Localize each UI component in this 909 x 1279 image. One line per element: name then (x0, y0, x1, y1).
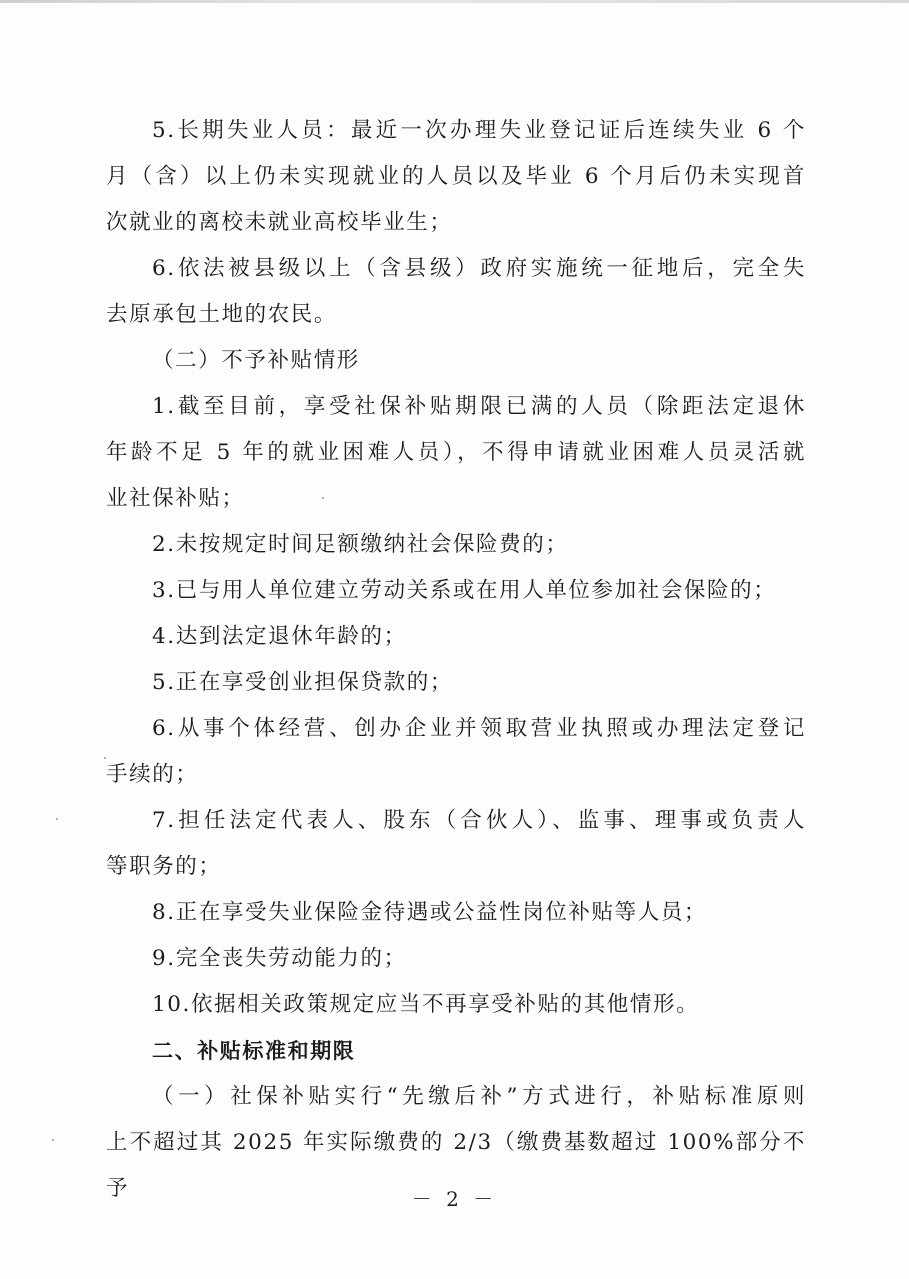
text-line: 6.从事个体经营、创办企业并领取营业执照或办理法定登记 (152, 716, 806, 741)
text-line: 5.正在享受创业担保贷款的； (152, 670, 453, 695)
text-line: 次就业的离校未就业高校毕业生； (106, 210, 453, 235)
scan-speck (52, 1139, 54, 1141)
scan-speck (56, 818, 58, 820)
scan-speck (104, 757, 106, 759)
text-line: 4.达到法定退休年龄的； (152, 624, 407, 649)
text-line: 6.依法被县级以上（含县级）政府实施统一征地后，完全失 (152, 256, 806, 281)
text-line: 等职务的； (106, 854, 222, 879)
text-line: 3.已与用人单位建立劳动关系或在用人单位参加社会保险的； (152, 578, 777, 603)
text-line: 8.正在享受失业保险金待遇或公益性岗位补贴等人员； (152, 900, 708, 925)
text-line: 2.未按规定时间足额缴纳社会保险费的； (152, 532, 569, 557)
text-line: 7.担任法定代表人、股东（合伙人）、监事、理事或负责人 (152, 808, 806, 833)
text-line: 月（含）以上仍未实现就业的人员以及毕业 6 个月后仍未实现首 (106, 164, 806, 189)
text-line: 年龄不足 5 年的就业困难人员），不得申请就业困难人员灵活就 (106, 440, 806, 465)
text-line: 10.依据相关政策规定应当不再享受补贴的其他情形。 (152, 992, 700, 1017)
text-line: 手续的； (106, 762, 199, 787)
page-number: － 2 － (411, 1187, 498, 1211)
scan-top-edge (0, 0, 909, 3)
document-body (106, 108, 806, 1201)
text-line: （二）不予补贴情形 (152, 348, 360, 373)
text-line: 9.完全丧失劳动能力的； (152, 946, 407, 971)
text-line: 业社保补贴； (106, 486, 245, 511)
text-line: （一）社保补贴实行“先缴后补”方式进行，补贴标准原则 (152, 1084, 806, 1109)
text-line: 1.截至目前，享受社保补贴期限已满的人员（除距法定退休 (152, 394, 806, 419)
section-heading: 二、补贴标准和期限 (152, 1039, 356, 1063)
text-line: 去原承包土地的农民。 (106, 302, 338, 327)
text-line: 5.长期失业人员：最近一次办理失业登记证后连续失业 6 个 (152, 118, 806, 143)
text-line: 上不超过其 2025 年实际缴费的 2/3（缴费基数超过 100%部分不予 (106, 1130, 806, 1201)
scan-speck (322, 497, 324, 499)
